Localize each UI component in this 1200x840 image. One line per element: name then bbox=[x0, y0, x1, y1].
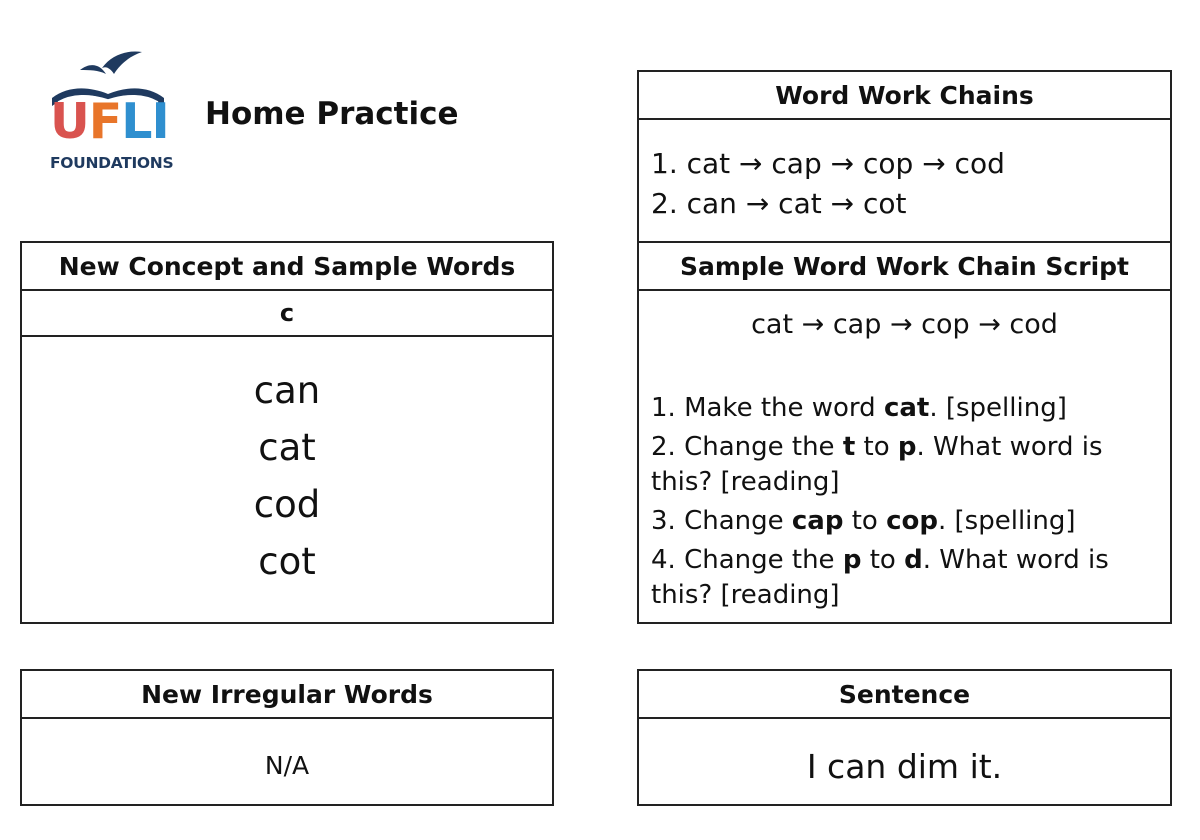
script-step: 1. Make the word cat. [spelling] bbox=[651, 393, 1067, 423]
logo-letter: U bbox=[50, 93, 89, 150]
chain-script-panel bbox=[637, 241, 1172, 624]
script-header: Sample Word Work Chain Script bbox=[639, 243, 1170, 291]
sample-word: cod bbox=[253, 483, 321, 526]
sentence-panel bbox=[637, 669, 1172, 806]
word-chains-panel bbox=[637, 70, 1172, 243]
chain-list bbox=[639, 120, 1170, 224]
logo-letter: I bbox=[151, 93, 169, 150]
irregular-words-panel bbox=[20, 669, 554, 806]
script-steps bbox=[639, 383, 1170, 613]
concept-panel bbox=[20, 241, 554, 624]
script-step: 3. Change cap to cop. [spelling] bbox=[651, 506, 1076, 536]
concept-letter: c bbox=[22, 291, 552, 337]
sample-word: cot bbox=[258, 540, 316, 583]
page-title: Home Practice bbox=[205, 96, 459, 132]
irregular-header: New Irregular Words bbox=[22, 671, 552, 719]
irregular-value: N/A bbox=[264, 751, 310, 780]
script-chain: cat → cap → cop → cod bbox=[751, 309, 1058, 340]
logo-subtitle: FOUNDATIONS bbox=[50, 154, 174, 172]
chains-header: Word Work Chains bbox=[639, 72, 1170, 120]
sentence-text: I can dim it. bbox=[806, 747, 1003, 786]
logo-letter: F bbox=[88, 93, 122, 150]
ufli-logo bbox=[44, 48, 174, 178]
sample-word: can bbox=[253, 369, 321, 412]
sentence-header: Sentence bbox=[639, 671, 1170, 719]
script-step: 4. Change the p to d. What word is this? [reading] bbox=[651, 545, 1109, 610]
chain-item: 2. can → cat → cot bbox=[651, 187, 907, 220]
concept-header: New Concept and Sample Words bbox=[22, 243, 552, 291]
sample-word-list bbox=[22, 337, 552, 590]
chain-item: 1. cat → cap → cop → cod bbox=[651, 147, 1005, 180]
logo-wordmark bbox=[50, 93, 169, 150]
script-step: 2. Change the t to p. What word is this? [reading] bbox=[651, 432, 1103, 497]
logo-letter: L bbox=[121, 93, 152, 150]
sample-word: cat bbox=[258, 426, 316, 469]
